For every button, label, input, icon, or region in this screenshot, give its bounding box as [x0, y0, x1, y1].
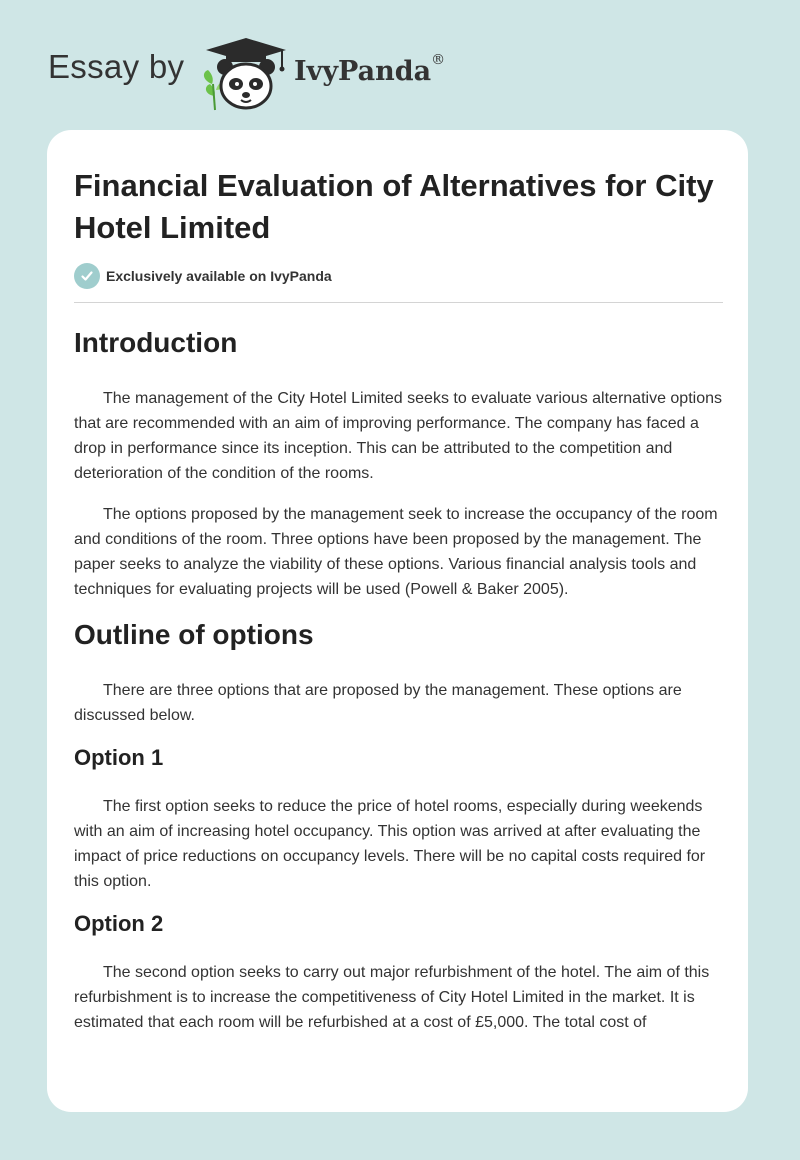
ivypanda-logo-icon[interactable]	[198, 34, 293, 114]
divider	[74, 302, 723, 303]
heading-outline-of-options: Outline of options	[74, 619, 314, 650]
ivypanda-brand[interactable]	[294, 52, 446, 87]
article-title: Financial Evaluation of Alternatives for City Hotel Limited	[74, 168, 714, 245]
check-circle-icon	[74, 263, 100, 289]
article-body	[74, 326, 724, 1051]
paragraph: There are three options that are proposed by the management. These options are discussed below.	[74, 682, 682, 724]
paragraph: The options proposed by the management seek to increase the occupancy of the room and conditions of the room. Three options have been proposed by the management. The paper seeks to analyze the viability of these options. Various financial analysis tools and techniques for evaluating projects will be used (Powell & Baker 2005).	[74, 506, 718, 598]
exclusive-badge	[74, 263, 332, 289]
essay-by-label: Essay by	[48, 48, 185, 85]
heading-option-1: Option 1	[74, 745, 164, 770]
brand-trademark: ®	[431, 52, 446, 68]
exclusive-label: Exclusively available on IvyPanda	[106, 268, 332, 284]
paragraph: The first option seeks to reduce the price of hotel rooms, especially during weekends with an aim of increasing hotel occupancy. This option was arrived at after evaluating the impact of price reductions on occupancy levels. There will be no capital costs required for this option.	[74, 798, 706, 890]
brand-name: IvyPanda	[294, 56, 432, 87]
site-header	[48, 34, 508, 114]
article-card	[47, 130, 748, 1112]
heading-option-2: Option 2	[74, 911, 164, 936]
heading-introduction: Introduction	[74, 327, 238, 358]
paragraph: The second option seeks to carry out major refurbishment of the hotel. The aim of this refurbishment is to increase the competitiveness of City Hotel Limited in the market. It is estimated that each room will be refurbished at a cost of £5,000. The total cost of	[74, 964, 710, 1031]
paragraph: The management of the City Hotel Limited seeks to evaluate various alternative options that are recommended with an aim of improving performance. The company has faced a drop in performance since its inception. This can be attributed to the competition and deterioration of the condition of the rooms.	[74, 390, 722, 482]
